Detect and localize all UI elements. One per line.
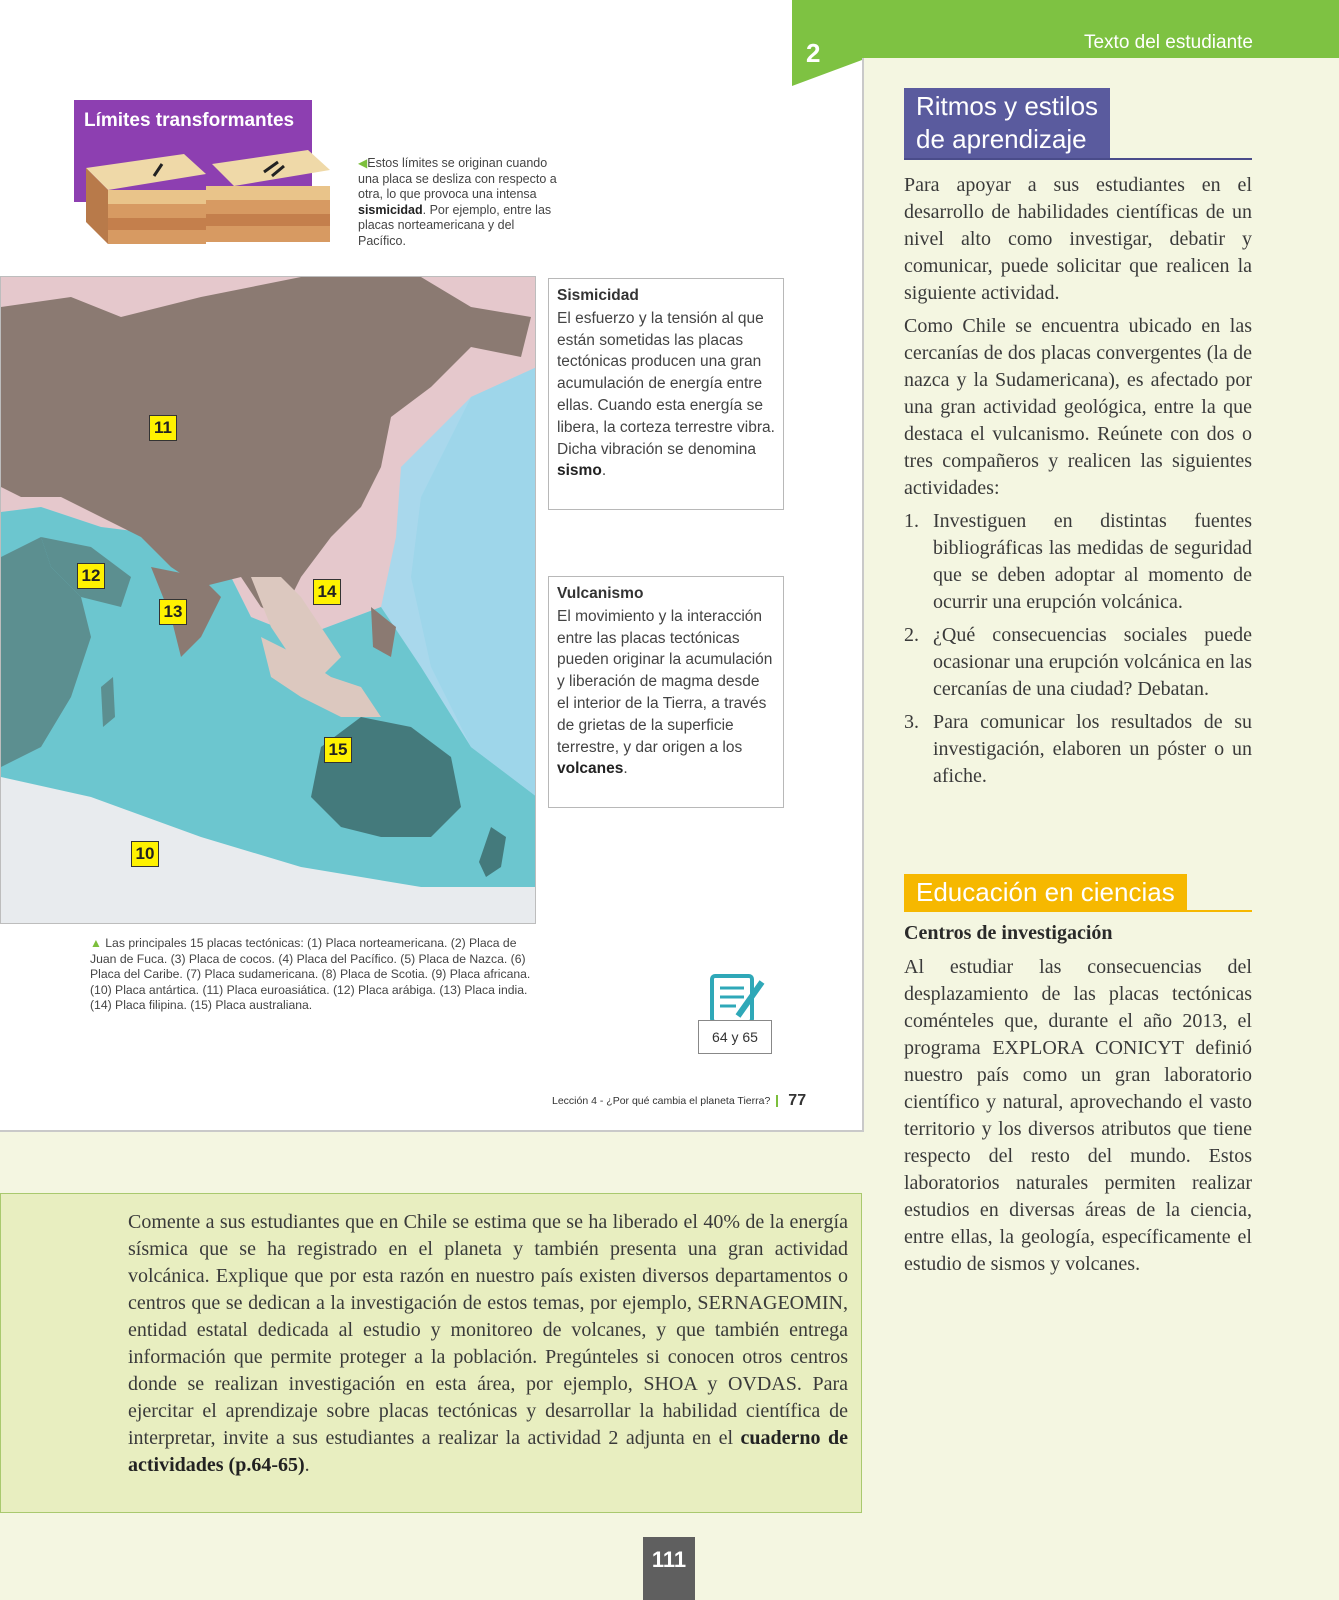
caption-text-end: . Por ejemplo, entre las placas norteamericana y del Pacífico. [358,202,552,248]
list-item [904,709,1252,790]
transform-limits-title: Límites transformantes [84,110,295,131]
ritmos-title [904,88,1110,158]
ritmos-paragraph: Para apoyar a sus estudiantes en el desarrollo de habilidades científicas de un nivel alto como investigar, debatir y comunicar, puede solicitar que realicen la siguiente actividad. [904,174,1252,304]
header-text: Texto del estudiante [1083,32,1253,53]
header-strip [862,0,1339,58]
ritmos-title-line2: de aprendizaje [916,124,1087,154]
list-item-number: 1. [904,510,919,532]
map-caption-text: Las principales 15 placas tectónicas: (1) Placa norteamericana. (2) Placa de Juan de Fuca. (3) Placa de cocos. (4) Placa del Pacífico. (5) Placa de Nazca. (6) Placa del Caribe. (7) Placa sudamericana. (8) Placa de Scotia. (9) Placa africana. (10) Placa antártica. (11) Placa euroasiática. (12) Placa arábiga. (13) Placa india. (14) Placa filipina. (15) Placa australiana. [90,936,531,1013]
map-caption [90,936,540,1014]
vulcanismo-title: Vulcanismo [557,585,644,602]
ritmos-section-heading [904,88,1252,160]
plate-label: 10 [131,841,159,867]
chapter-number-wrap [792,0,862,86]
educacion-title: Educación en ciencias [904,874,1187,910]
list-item-number: 2. [904,624,919,646]
student-book-page [0,0,864,1132]
teacher-note-text [128,1209,848,1479]
sismicidad-text: El esfuerzo y la tensión al que están sometidas las placas tectónicas producen una gran acumulación de energía entre ellas. Cuando esta energía se libera, la corteza terrestre vibra. Dicha vibración se denomina [557,309,775,458]
vulcanismo-bold: volcanes [557,760,624,778]
chapter-number: 2 [806,38,821,68]
plate-label: 12 [77,563,105,589]
ritmos-activity-list [904,508,1252,790]
vulcanismo-end: . [623,760,628,778]
vulcanismo-text: El movimiento y la interacción entre las placas tectónicas pueden originar la acumulación y liberación de magma desde el interior de la Tierra, a través de grietas de la superficie terrestre, y dar origen a los [557,607,773,756]
ritmos-title-line1: Ritmos y estilos [916,91,1099,121]
transform-limits-caption [358,156,558,250]
list-item [904,508,1252,616]
list-item-text: Para comunicar los resultados de su investigación, elaboren un póster o un afiche. [933,711,1252,787]
sismicidad-title: Sismicidad [557,287,639,304]
caption-bold: sismicidad [358,202,423,217]
note-end: . [304,1454,310,1476]
list-item-text: Investiguen en distintas fuentes bibliográficas las medidas de seguridad que se deben adoptar al momento de ocurrir una erupción volcánica. [933,510,1252,613]
list-item-number: 3. [904,711,919,733]
educacion-section-heading [904,874,1252,912]
plate-label: 14 [313,579,341,605]
vulcanismo-box [548,576,784,808]
educacion-paragraph: Al estudiar las consecuencias del desplazamiento de las placas tectónicas coménteles que, durante el año 2013, el programa EXPLORA CONICYT definió nuestro país como un gran laboratorio científico y natural, aprovechando el vasto territorio y los diversos atributos que tiene respecto del resto del mundo. Estos laboratorios naturales permiten realizar estudios en diversas áreas de la ciencia, entre ellas, la geología, específicamente el estudio de sismos y volcanes. [904,956,1252,1275]
educacion-subtitle: Centros de investigación [904,922,1113,944]
book-page-number: 77 [788,1092,807,1109]
footer-divider [776,1095,778,1107]
tectonic-plates-map [0,276,536,924]
note-text: Comente a sus estudiantes que en Chile se estima que se ha liberado el 40% de la energía sísmica que se ha registrado en el planeta y también presenta una gran actividad volcánica. Explique que por esta razón en nuestro país existen diversos departamentos o centros que se dedican a la investigación de estos temas, por ejemplo, SERNAGEOMIN, entidad estatal dedicada al estudio y monitoreo de volcanes, y que también entrega información que permite proteger a la población. Pregúnteles si conocen otros centros donde se realizan investigación en esta área, por ejemplo, SHOA y OVDAS. Para ejercitar el aprendizaje sobre placas tectónicas y desarrollar la habilidad científica de interpretar, invite a sus estudiantes a realizar la actividad 2 adjunta en el [128,1211,848,1449]
ritmos-paragraph: Como Chile se encuentra ubicado en las cercanías de dos placas convergentes (la de nazca y la Sudamericana), es afectado por una gran actividad geológica, entre la que destaca el vulcanismo. Reúnete con dos o tres compañeros y realicen las siguientes actividades: [904,315,1252,499]
sismicidad-end: . [601,462,607,480]
page-number: 111 [643,1537,695,1600]
lesson-title: Lección 4 - ¿Por qué cambia el planeta Tierra? [552,1095,771,1107]
sismicidad-bold: sismo [557,462,602,480]
map-illustration [1,277,536,924]
lesson-footer [552,1092,806,1110]
transform-fault-block-illustration [84,148,334,244]
caption-arrow-icon: ◀ [358,156,368,170]
list-item [904,622,1252,703]
note-bold: cuaderno de actividades (p.64-65) [128,1427,848,1476]
list-item-text: ¿Qué consecuencias sociales puede ocasionar una erupción volcánica en las cercanías de una ciudad? Debatan. [933,624,1252,700]
plate-label: 13 [159,599,187,625]
caption-triangle-icon: ▲ [90,936,102,950]
plate-label: 11 [149,415,177,441]
plate-label: 15 [324,737,352,763]
sismicidad-box [548,278,784,510]
educacion-body [904,954,1252,1284]
caption-text: Estos límites se originan cuando una placa se desliza con respecto a otra, lo que provoca una intensa [358,156,557,202]
ritmos-body [904,172,1252,796]
teacher-note-box [0,1193,862,1513]
activity-reference [698,972,774,1056]
activity-pages: 64 y 65 [698,1020,772,1054]
